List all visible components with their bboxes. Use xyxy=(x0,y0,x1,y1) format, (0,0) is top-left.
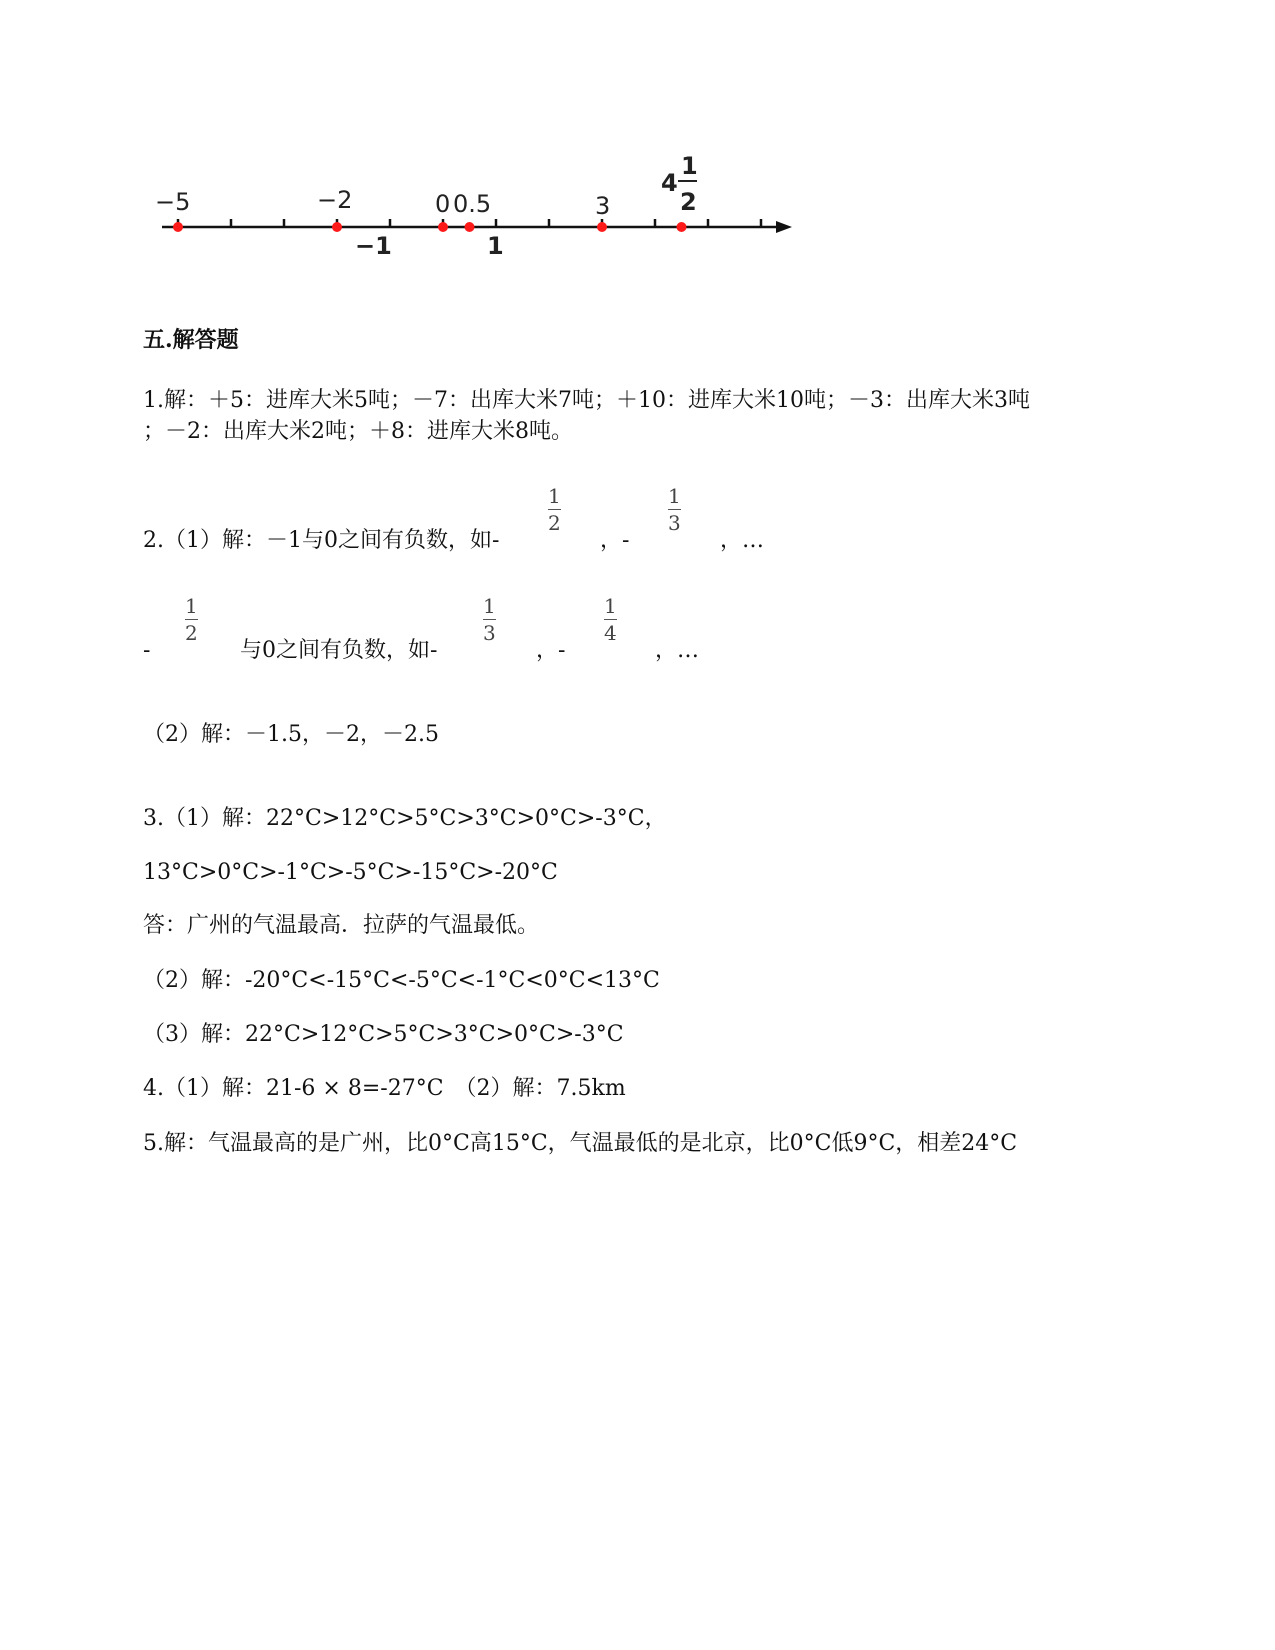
label-0: 0 xyxy=(435,190,451,218)
fraction-numerator: 1 xyxy=(668,484,681,508)
fraction-numerator: 1 xyxy=(483,594,496,618)
fraction-one-quarter xyxy=(604,594,617,645)
fraction-one-half xyxy=(548,484,561,535)
axis xyxy=(162,221,792,233)
fraction-one-half xyxy=(185,594,198,645)
point-marker xyxy=(173,222,183,232)
section-title: 五.解答题 xyxy=(143,327,239,353)
fraction-bar xyxy=(604,619,617,620)
point-marker xyxy=(677,222,687,232)
point-marker xyxy=(332,222,342,232)
fraction-bar xyxy=(548,509,561,510)
label-minus-5: −5 xyxy=(155,188,191,216)
q2-p1-sep1: ，- xyxy=(600,528,630,553)
label-mixed-den: 2 xyxy=(680,188,697,216)
q3-answer: 答：广州的气温最高．拉萨的气温最低。 xyxy=(143,913,540,938)
q2-p1-sep2: ，… xyxy=(720,528,765,553)
fraction-numerator: 1 xyxy=(185,594,198,618)
fraction-numerator: 1 xyxy=(548,484,561,508)
label-1: 1 xyxy=(487,232,504,260)
fraction-denominator: 3 xyxy=(483,621,496,645)
q2-p1-text: 2.（1）解：－1与0之间有负数，如- xyxy=(143,528,500,553)
q2-part2: （2）解：－1.5，－2，－2.5 xyxy=(143,722,439,747)
fraction-denominator: 4 xyxy=(604,621,617,645)
label-mixed-num: 1 xyxy=(681,152,698,180)
fraction-one-third xyxy=(483,594,496,645)
arrow-icon xyxy=(776,221,792,233)
point-marker xyxy=(465,222,475,232)
number-line-figure xyxy=(150,150,840,280)
q2-p2-text: 与0之间有负数，如- xyxy=(240,638,438,663)
fraction-denominator: 3 xyxy=(668,511,681,535)
q5-line: 5.解：气温最高的是广州，比0°C高15°C，气温最低的是北京，比0°C低9°C，相差24°C xyxy=(143,1131,1018,1156)
q3-part2: （2）解：-20°C<-15°C<-5°C<-1°C<0°C<13°C xyxy=(143,968,660,993)
q2-p2-sep1: ，- xyxy=(536,638,566,663)
label-minus-2: −2 xyxy=(317,186,353,214)
point-marker xyxy=(597,222,607,232)
label-mixed-whole: 4 xyxy=(661,169,678,197)
label-minus-1: −1 xyxy=(355,232,392,260)
q3-line2: 13°C>0°C>-1°C>-5°C>-15°C>-20°C xyxy=(143,860,558,885)
q3-line1: 3.（1）解：22°C>12°C>5°C>3°C>0°C>-3°C， xyxy=(143,806,667,831)
q1-line1: 1.解：＋5：进库大米5吨；－7：出库大米7吨；＋10：进库大米10吨；－3：出库大米3吨 xyxy=(143,388,1030,413)
fraction-numerator: 1 xyxy=(604,594,617,618)
label-0-5: 0.5 xyxy=(453,190,492,218)
label-3: 3 xyxy=(595,192,611,220)
q2-p2-sep2: ，… xyxy=(655,638,700,663)
fraction-bar xyxy=(668,509,681,510)
fraction-denominator: 2 xyxy=(548,511,561,535)
fraction-denominator: 2 xyxy=(185,621,198,645)
fraction-one-third xyxy=(668,484,681,535)
fraction-bar xyxy=(483,619,496,620)
q4-line: 4.（1）解：21-6 × 8=-27°C （2）解：7.5km xyxy=(143,1076,626,1101)
q3-part3: （3）解：22°C>12°C>5°C>3°C>0°C>-3°C xyxy=(143,1022,624,1047)
point-marker xyxy=(438,222,448,232)
q2-p2-dash: - xyxy=(143,638,151,663)
fraction-bar xyxy=(185,619,198,620)
q1-line2: ；－2：出库大米2吨；＋8：进库大米8吨。 xyxy=(143,419,573,444)
